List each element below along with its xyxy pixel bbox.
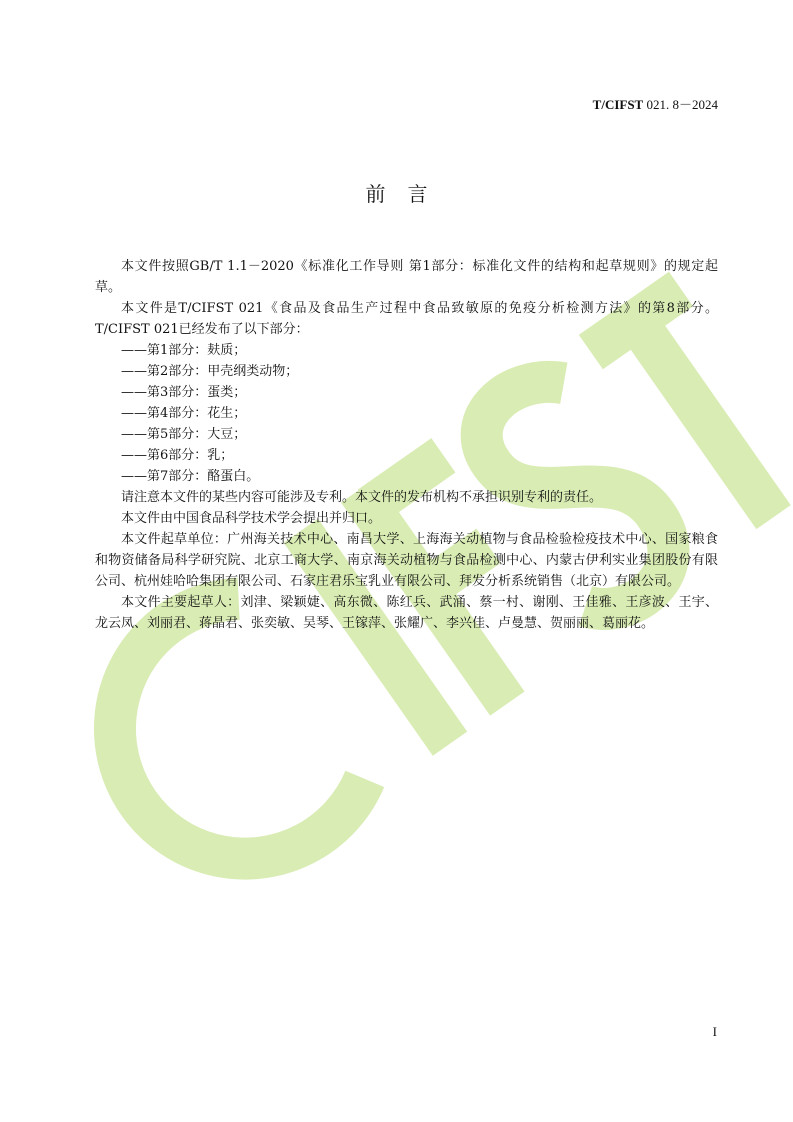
list-item: ——第4部分：花生； — [121, 406, 247, 421]
standard-code-number: 021. 8－2024 — [646, 97, 718, 112]
paragraph-drafting-rules: 本文件按照GB/T 1.1－2020《标准化工作导则 第1部分：标准化文件的结构和起草规则》的规定起草。 — [95, 259, 718, 295]
page-number: I — [712, 1024, 717, 1039]
paragraph-proposer: 本文件由中国食品科学技术学会提出并归口。 — [121, 511, 382, 526]
list-item: ——第5部分：大豆； — [121, 427, 247, 442]
standard-code-prefix: T/CIFST — [592, 97, 644, 112]
paragraph-series-info: 本文件是T/CIFST 021《食品及食品生产过程中食品致敏原的免疫分析检测方法》的第8部分。T/CIFST 021已经发布了以下部分： — [95, 301, 718, 337]
list-item: ——第1部分：麸质； — [121, 343, 247, 358]
list-item: ——第6部分：乳； — [121, 448, 234, 463]
page-title: 前言 — [365, 182, 450, 206]
paragraph-drafters: 本文件主要起草人：刘津、梁颖婕、高东微、陈红兵、武涌、蔡一村、谢刚、王佳雅、王彦波、王宇、龙云凤、刘丽君、蒋晶君、张奕敏、吴琴、王镓萍、张耀广、李兴佳、卢曼慧、贺丽丽、葛丽花。 — [95, 595, 718, 631]
list-item: ——第2部分：甲壳纲类动物； — [121, 364, 299, 379]
paragraph-patent-notice: 请注意本文件的某些内容可能涉及专利。本文件的发布机构不承担识别专利的责任。 — [121, 490, 603, 505]
list-item: ——第7部分：酪蛋白。 — [121, 469, 260, 484]
list-item: ——第3部分：蛋类； — [121, 385, 247, 400]
standard-code — [593, 94, 718, 113]
paragraph-drafting-units: 本文件起草单位：广州海关技术中心、南昌大学、上海海关动植物与食品检验检疫技术中心、国家粮食和物资储备局科学研究院、北京工商大学、南京海关动植物与食品检测中心、内蒙古伊利实业集团股份有限公司、杭州娃哈哈集团有限公司、石家庄君乐宝乳业有限公司、拜发分析系统销售（北京）有限公司。 — [95, 532, 718, 589]
foreword-body — [95, 256, 718, 634]
